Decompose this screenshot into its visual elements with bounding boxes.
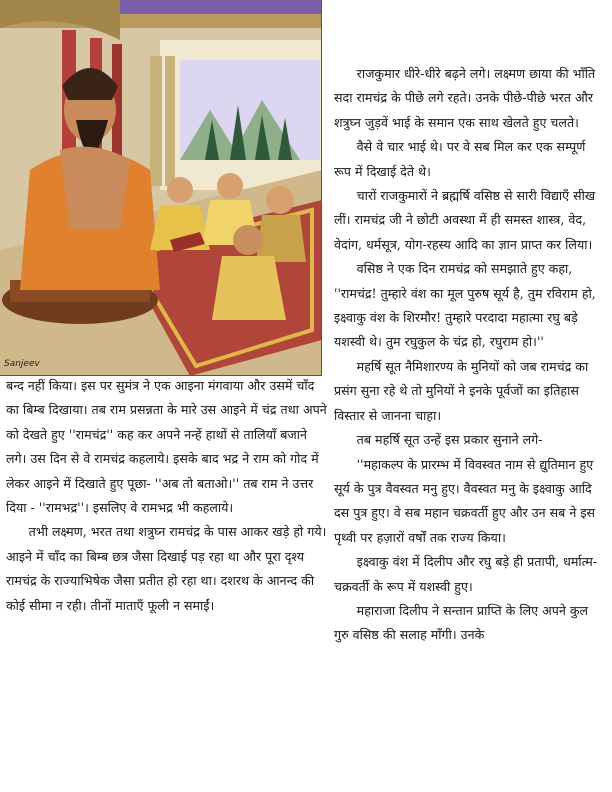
paragraph: वैसे वे चार भाई थे। पर वे सब मिल कर एक सम्पूर्ण रूप में दिखाई देते थे। bbox=[334, 139, 586, 179]
paragraph: तभी लक्ष्मण, भरत तथा शत्रुघ्न रामचंद्र के पास आकर खड़े हो गये। आइने में चाँद का बिम्ब छत्र जैसा दिखाई पड़ रहा था और पूरा दृश्य रामचंद्र के राज्याभिषेक जैसा प्रतीत हो रहा था। दशरथ के आनन्द की कोई सीमा न रही। तीनों माताएँ फूली न समाईं। bbox=[6, 524, 327, 613]
paragraph: इक्ष्वाकु वंश में दिलीप और रघु बड़े ही प्रतापी, धर्मात्म-चक्रवर्ती के रूप में यशस्वी हुए। bbox=[334, 554, 598, 594]
artist-signature: Sanjeev bbox=[4, 359, 40, 369]
left-text-column bbox=[6, 374, 328, 618]
paragraph: महाराजा दिलीप ने सन्तान प्राप्ति के लिए अपने कुल गुरु वसिष्ठ की सलाह माँगी। उनके bbox=[334, 602, 589, 643]
paragraph: वसिष्ठ ने एक दिन रामचंद्र को समझाते हुए कहा, ''रामचंद्र! तुम्हारे वंश का मूल पुरुष सूर्य है, तुम रविराम हो, इक्ष्वाकु वंश के शिरमौर! तुम्हारे परदादा महात्मा रघु बड़े यशस्वी थे। तुम रघुकुल के चंद्र हो, रघुराम हो।'' bbox=[334, 261, 596, 350]
paragraph: बन्द नहीं किया। इस पर सुमंत्र ने एक आइना मंगवाया और उसमें चाँद का बिम्ब दिखाया। तब राम प्रसन्नता के मारे उस आइने में चंद्र तथा अपने को देखते हुए ''रामचंद्र'' कह कर अपने नन्हें हाथों से तालियाँ बजाने लगे। उस दिन से वे रामचंद्र कहलाये। इसके बाद भद्र ने राम को गोद में लेकर आइने में दिखाते हुए पूछा- ''अब तो बताओ।'' तब राम ने उत्तर दिया - ''रामभद्र''। इसलिए वे रामभद्र भी कहलाये। bbox=[6, 378, 327, 516]
paragraph: महर्षि सूत नैमिशारण्य के मुनियों को जब रामचंद्र का प्रसंग सुना रहे थे तो मुनियों ने इनके पूर्वजों का इतिहास विस्तार से जानना चाहा। bbox=[334, 358, 589, 423]
story-illustration bbox=[0, 0, 322, 376]
paragraph: चारों राजकुमारों ने ब्रह्मर्षि वसिष्ठ से सारी विद्याएँ सीख लीं। रामचंद्र जी ने छोटी अवस्था में ही समस्त शास्त्र, वेद, वेदांग, धर्मसूत्र, योग-रहस्य आदि का ज्ञान प्राप्त कर लिया। bbox=[334, 188, 596, 252]
paragraph: तब महर्षि सूत उन्हें इस प्रकार सुनाने लगे- bbox=[356, 432, 543, 448]
paragraph: ''महाकल्प के प्रारम्भ में विवस्वत नाम से द्युतिमान हुए सूर्य के पुत्र वैवस्वत मनु हुए। वैवस्वत मनु के इक्ष्वाकु आदि दस पुत्र हुए। वे सब महान चक्रवर्ती हुए और उन सब ने इस पृथ्वी पर हज़ारों वर्षों तक राज्य किया। bbox=[334, 456, 596, 545]
right-text-column bbox=[334, 62, 606, 648]
paragraph: राजकुमार धीरे-धीरे बढ़ने लगे। लक्ष्मण छाया की भाँति सदा रामचंद्र के पीछे लगे रहते। उनके पीछे-पीछे भरत और शत्रुघ्न जुड़वें भाई के समान एक साथ खेलते हुए चलते। bbox=[334, 66, 596, 130]
sage-teaching-princes-drawing bbox=[0, 0, 322, 376]
